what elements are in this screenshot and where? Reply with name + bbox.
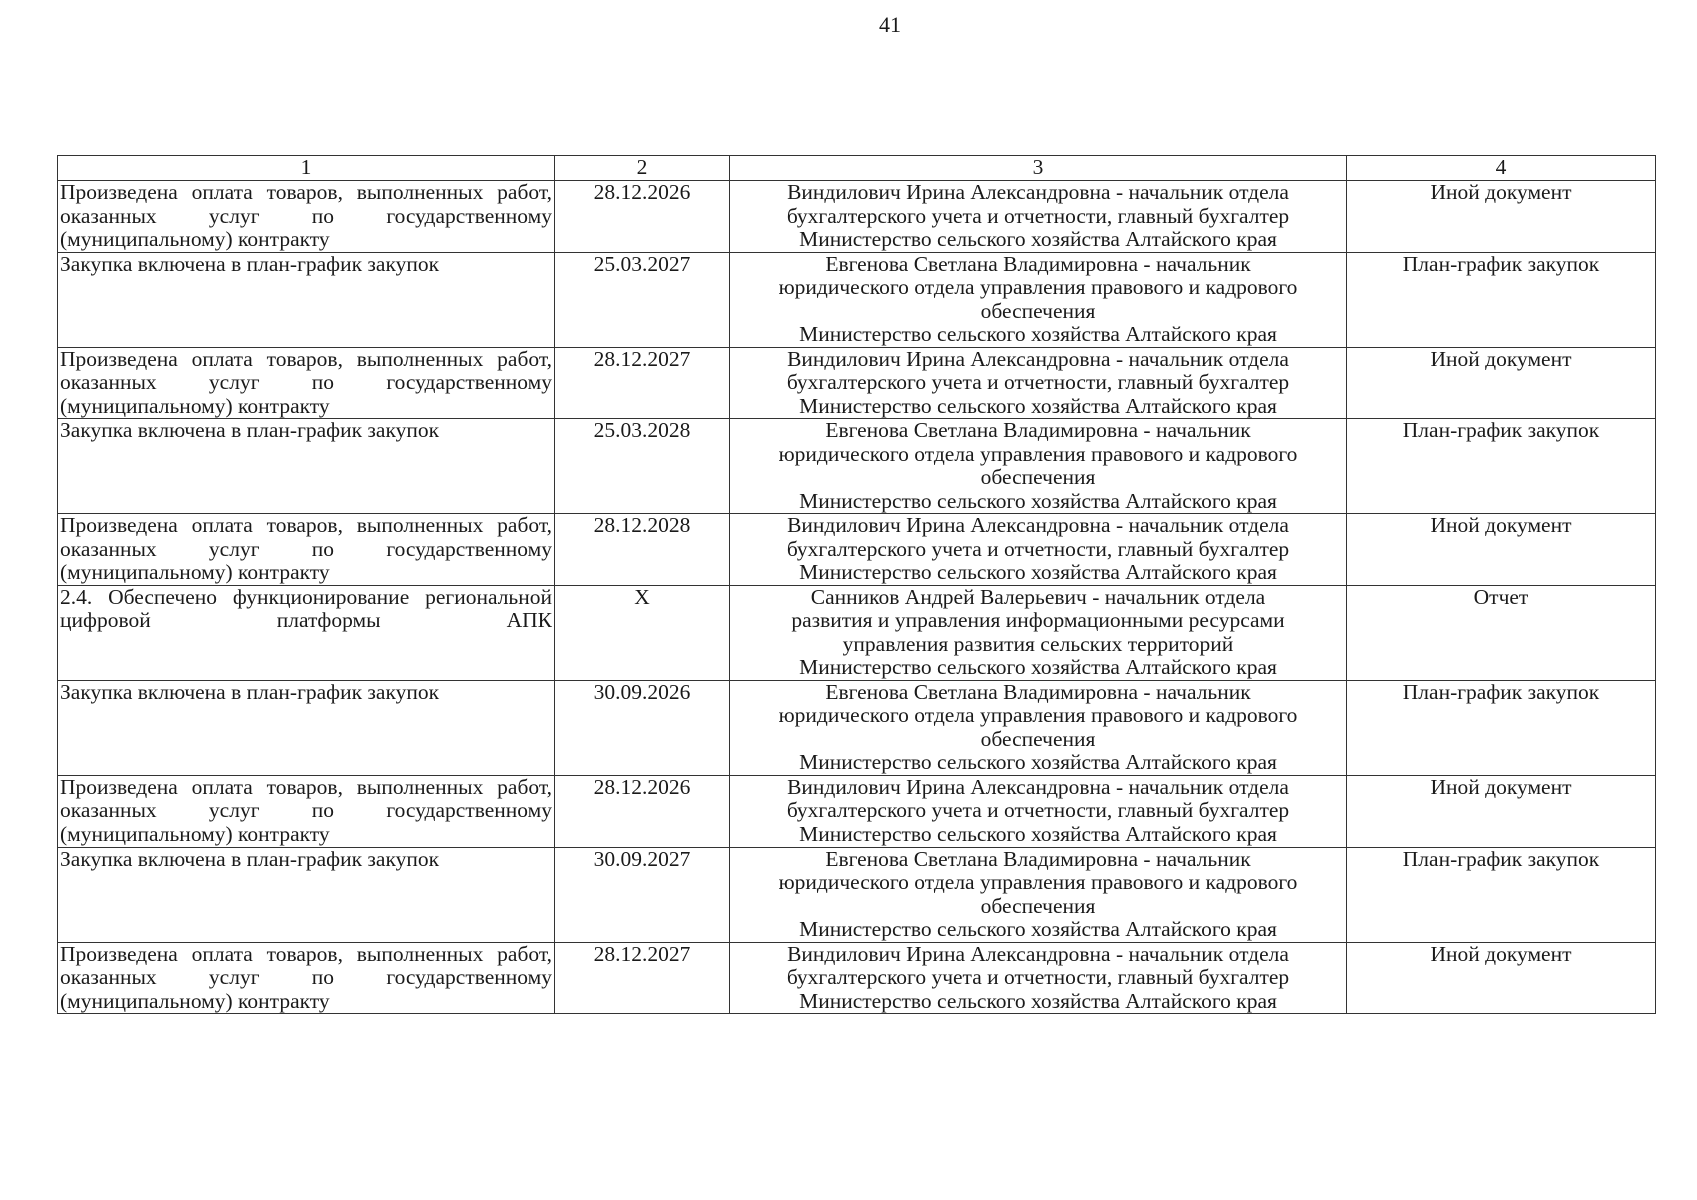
responsible-line: Виндилович Ирина Александровна - начальник отдела bbox=[787, 346, 1289, 371]
responsible-line: юридического отдела управления правового и кадрового bbox=[778, 870, 1298, 894]
date-cell: 28.12.2026 bbox=[555, 181, 730, 253]
event-cell: Произведена оплата товаров, выполненных работ, оказанных услуг по государственному (муниципальному) контракту bbox=[58, 942, 555, 1014]
table-row bbox=[58, 514, 1656, 586]
responsible-line: бухгалтерского учета и отчетности, главный бухгалтер bbox=[786, 203, 1290, 228]
responsible-line: обеспечения bbox=[980, 726, 1096, 751]
responsible-line: обеспечения bbox=[980, 298, 1096, 323]
table-row bbox=[58, 347, 1656, 419]
event-cell: Произведена оплата товаров, выполненных работ, оказанных услуг по государственному (муниципальному) контракту bbox=[58, 775, 555, 847]
responsible-cell bbox=[730, 942, 1347, 1014]
responsible-line: управления развития сельских территорий bbox=[842, 631, 1234, 656]
document-cell: Отчет bbox=[1347, 585, 1656, 680]
responsible-line: юридического отдела управления правового и кадрового bbox=[778, 703, 1298, 727]
responsible-line: Виндилович Ирина Александровна - начальник отдела bbox=[787, 941, 1289, 966]
date-cell: 25.03.2028 bbox=[555, 419, 730, 514]
responsible-cell bbox=[730, 775, 1347, 847]
document-cell: План-график закупок bbox=[1347, 847, 1656, 942]
table-header bbox=[58, 156, 1656, 181]
event-cell: Произведена оплата товаров, выполненных работ, оказанных услуг по государственному (муниципальному) контракту bbox=[58, 347, 555, 419]
document-cell: Иной документ bbox=[1347, 514, 1656, 586]
page-number: 41 bbox=[879, 12, 901, 37]
responsible-cell bbox=[730, 347, 1347, 419]
document-cell: Иной документ bbox=[1347, 775, 1656, 847]
responsible-line: Евгенова Светлана Владимировна - начальник bbox=[825, 679, 1251, 704]
responsible-line: Министерство сельского хозяйства Алтайского края bbox=[799, 988, 1277, 1013]
document-cell: План-график закупок bbox=[1347, 419, 1656, 514]
responsible-line: Министерство сельского хозяйства Алтайского края bbox=[799, 750, 1277, 774]
event-cell: Закупка включена в план-график закупок bbox=[58, 847, 555, 942]
responsible-line: бухгалтерского учета и отчетности, главный бухгалтер bbox=[786, 965, 1290, 989]
table-row bbox=[58, 942, 1656, 1014]
header-col-2: 2 bbox=[555, 156, 730, 181]
table-body bbox=[58, 181, 1656, 1014]
responsible-line: Министерство сельского хозяйства Алтайского края bbox=[799, 393, 1277, 418]
responsible-line: Евгенова Светлана Владимировна - начальник bbox=[825, 418, 1251, 442]
document-cell: Иной документ bbox=[1347, 347, 1656, 419]
table-row bbox=[58, 585, 1656, 680]
responsible-cell bbox=[730, 585, 1347, 680]
responsible-line: Виндилович Ирина Александровна - начальник отдела bbox=[787, 774, 1289, 799]
table-row bbox=[58, 252, 1656, 347]
document-cell: Иной документ bbox=[1347, 942, 1656, 1014]
date-cell: 28.12.2028 bbox=[555, 514, 730, 586]
responsible-line: Министерство сельского хозяйства Алтайского края bbox=[799, 821, 1277, 846]
responsible-line: обеспечения bbox=[980, 893, 1096, 918]
header-col-3: 3 bbox=[730, 156, 1347, 181]
table-row bbox=[58, 775, 1656, 847]
responsible-line: Евгенова Светлана Владимировна - начальник bbox=[825, 251, 1251, 276]
responsible-line: обеспечения bbox=[980, 465, 1096, 489]
responsible-cell bbox=[730, 252, 1347, 347]
date-cell: X bbox=[555, 585, 730, 680]
table-row bbox=[58, 181, 1656, 253]
header-row bbox=[58, 156, 1656, 181]
document-cell: Иной документ bbox=[1347, 181, 1656, 253]
responsible-line: Министерство сельского хозяйства Алтайского края bbox=[799, 917, 1277, 941]
event-cell: Произведена оплата товаров, выполненных работ, оказанных услуг по государственному (муниципальному) контракту bbox=[58, 514, 555, 586]
responsible-line: Евгенова Светлана Владимировна - начальник bbox=[825, 846, 1251, 871]
responsible-line: Министерство сельского хозяйства Алтайского края bbox=[799, 560, 1277, 584]
event-cell: Произведена оплата товаров, выполненных работ, оказанных услуг по государственному (муниципальному) контракту bbox=[58, 181, 555, 253]
responsible-line: развития и управления информационными ресурсами bbox=[791, 608, 1285, 632]
date-cell: 30.09.2026 bbox=[555, 680, 730, 775]
date-cell: 28.12.2026 bbox=[555, 775, 730, 847]
responsible-cell bbox=[730, 514, 1347, 586]
header-col-1: 1 bbox=[58, 156, 555, 181]
responsible-line: Виндилович Ирина Александровна - начальник отдела bbox=[787, 180, 1289, 204]
table-row bbox=[58, 680, 1656, 775]
document-cell: План-график закупок bbox=[1347, 680, 1656, 775]
plan-table bbox=[57, 155, 1656, 1014]
event-cell: Закупка включена в план-график закупок bbox=[58, 680, 555, 775]
responsible-line: бухгалтерского учета и отчетности, главный бухгалтер bbox=[786, 798, 1290, 822]
table-row bbox=[58, 419, 1656, 514]
date-cell: 28.12.2027 bbox=[555, 347, 730, 419]
responsible-line: Министерство сельского хозяйства Алтайского края bbox=[799, 227, 1277, 251]
event-cell: Закупка включена в план-график закупок bbox=[58, 252, 555, 347]
event-cell: 2.4. Обеспечено функционирование региональной цифровой платформы АПК bbox=[58, 585, 555, 680]
responsible-line: бухгалтерского учета и отчетности, главный бухгалтер bbox=[786, 536, 1290, 561]
event-cell: Закупка включена в план-график закупок bbox=[58, 419, 555, 514]
responsible-cell bbox=[730, 847, 1347, 942]
responsible-line: юридического отдела управления правового и кадрового bbox=[778, 275, 1298, 299]
document-cell: План-график закупок bbox=[1347, 252, 1656, 347]
responsible-line: Министерство сельского хозяйства Алтайского края bbox=[799, 655, 1277, 679]
table-row bbox=[58, 847, 1656, 942]
responsible-line: Виндилович Ирина Александровна - начальник отдела bbox=[787, 513, 1289, 537]
responsible-cell bbox=[730, 680, 1347, 775]
responsible-cell bbox=[730, 419, 1347, 514]
responsible-line: Санников Андрей Валерьевич - начальник отдела bbox=[810, 584, 1266, 609]
date-cell: 30.09.2027 bbox=[555, 847, 730, 942]
responsible-cell bbox=[730, 181, 1347, 253]
date-cell: 25.03.2027 bbox=[555, 252, 730, 347]
date-cell: 28.12.2027 bbox=[555, 942, 730, 1014]
responsible-line: бухгалтерского учета и отчетности, главный бухгалтер bbox=[786, 370, 1290, 394]
responsible-line: юридического отдела управления правового и кадрового bbox=[778, 441, 1298, 466]
header-col-4: 4 bbox=[1347, 156, 1656, 181]
responsible-line: Министерство сельского хозяйства Алтайского края bbox=[799, 488, 1277, 513]
responsible-line: Министерство сельского хозяйства Алтайского края bbox=[799, 322, 1277, 346]
